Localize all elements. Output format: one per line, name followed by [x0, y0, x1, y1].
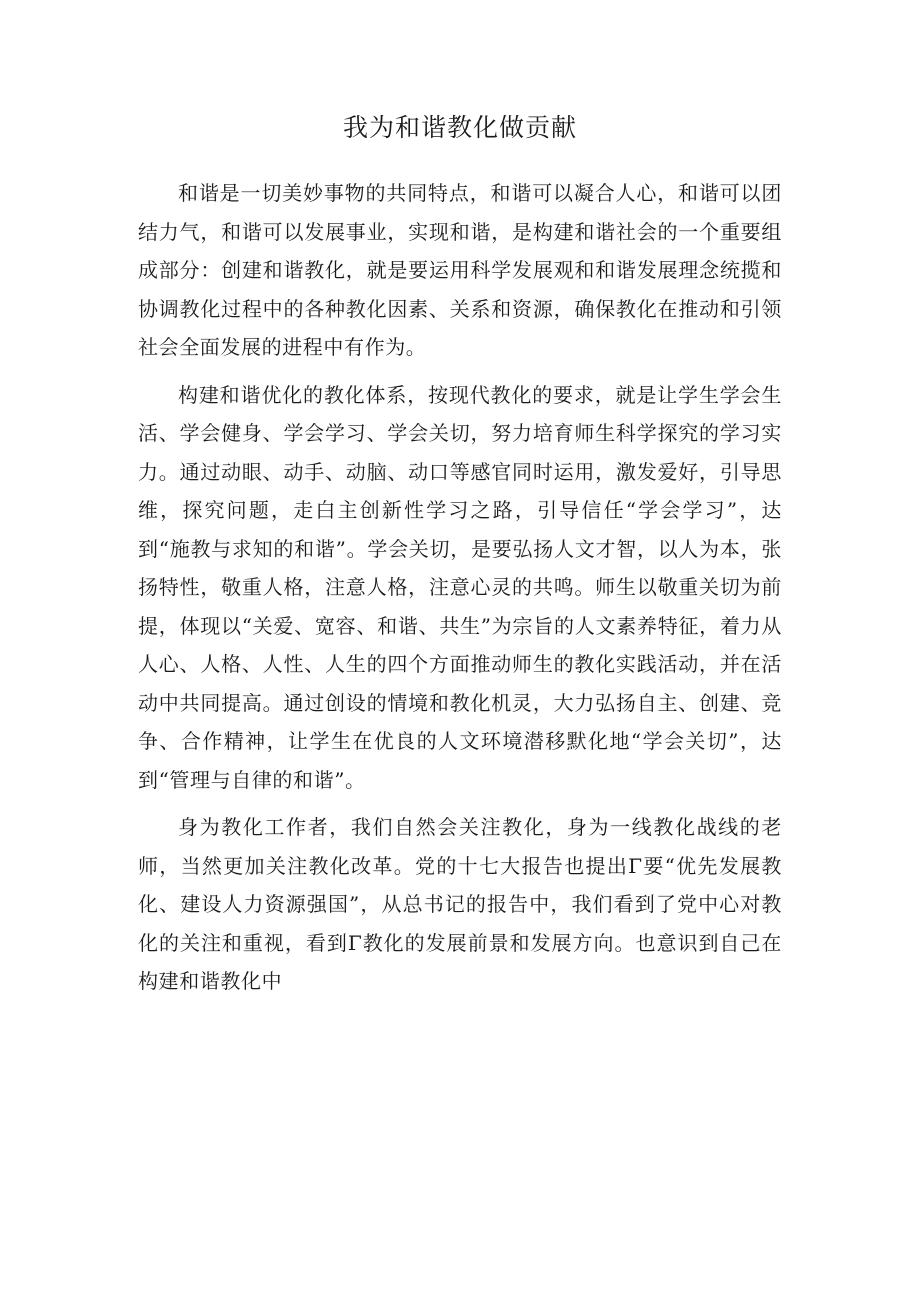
paragraph-2: 构建和谐优化的教化体系，按现代教化的要求，就是让学生学会生活、学会健身、学会学习、学会关切，努力培育师生科学探究的学习实力。通过动眼、动手、动脑、动口等感官同时运用，激发爱好，引导思维，探究问题，走白主创新性学习之路，引导信任“学会学习”，达到“施教与求知的和谐”。学会关切，是要弘扬人文才智，以人为本，张扬特性，敬重人格，注意人格，注意心灵的共鸣。师生以敬重关切为前提，体现以“关爱、宽容、和谐、共生”为宗旨的人文素养特征，着力从人心、人格、人性、人生的四个方面推动师生的教化实践活动，并在活动中共同提高。通过创设的情境和教化机灵，大力弘扬自主、创建、竞争、合作精神，让学生在优良的人文环境潜移默化地“学会关切”，达到“管理与自律的和谐”。	[138, 382, 782, 792]
paragraph-3: 身为教化工作者，我们自然会关注教化，身为一线教化战线的老师，当然更加关注教化改革。党的十七大报告也提出Γ要“优先发展教化、建设人力资源强国”，从总书记的报告中，我们看到了党中心对教化的关注和重视，看到Γ教化的发展前景和发展方向。也意识到自己在构建和谐教化中	[138, 815, 782, 993]
document-title: 我为和谐教化做贡献	[342, 113, 577, 142]
document-body	[138, 174, 782, 1001]
paragraph-1: 和谐是一切美妙事物的共同特点，和谐可以凝合人心，和谐可以团结力气，和谐可以发展事业，实现和谐，是构建和谐社会的一个重要组成部分：创建和谐教化，就是要运用科学发展观和和谐发展理念统揽和协调教化过程中的各种教化因素、关系和资源，确保教化在推动和引领社会全面发展的进程中有作为。	[138, 181, 782, 359]
